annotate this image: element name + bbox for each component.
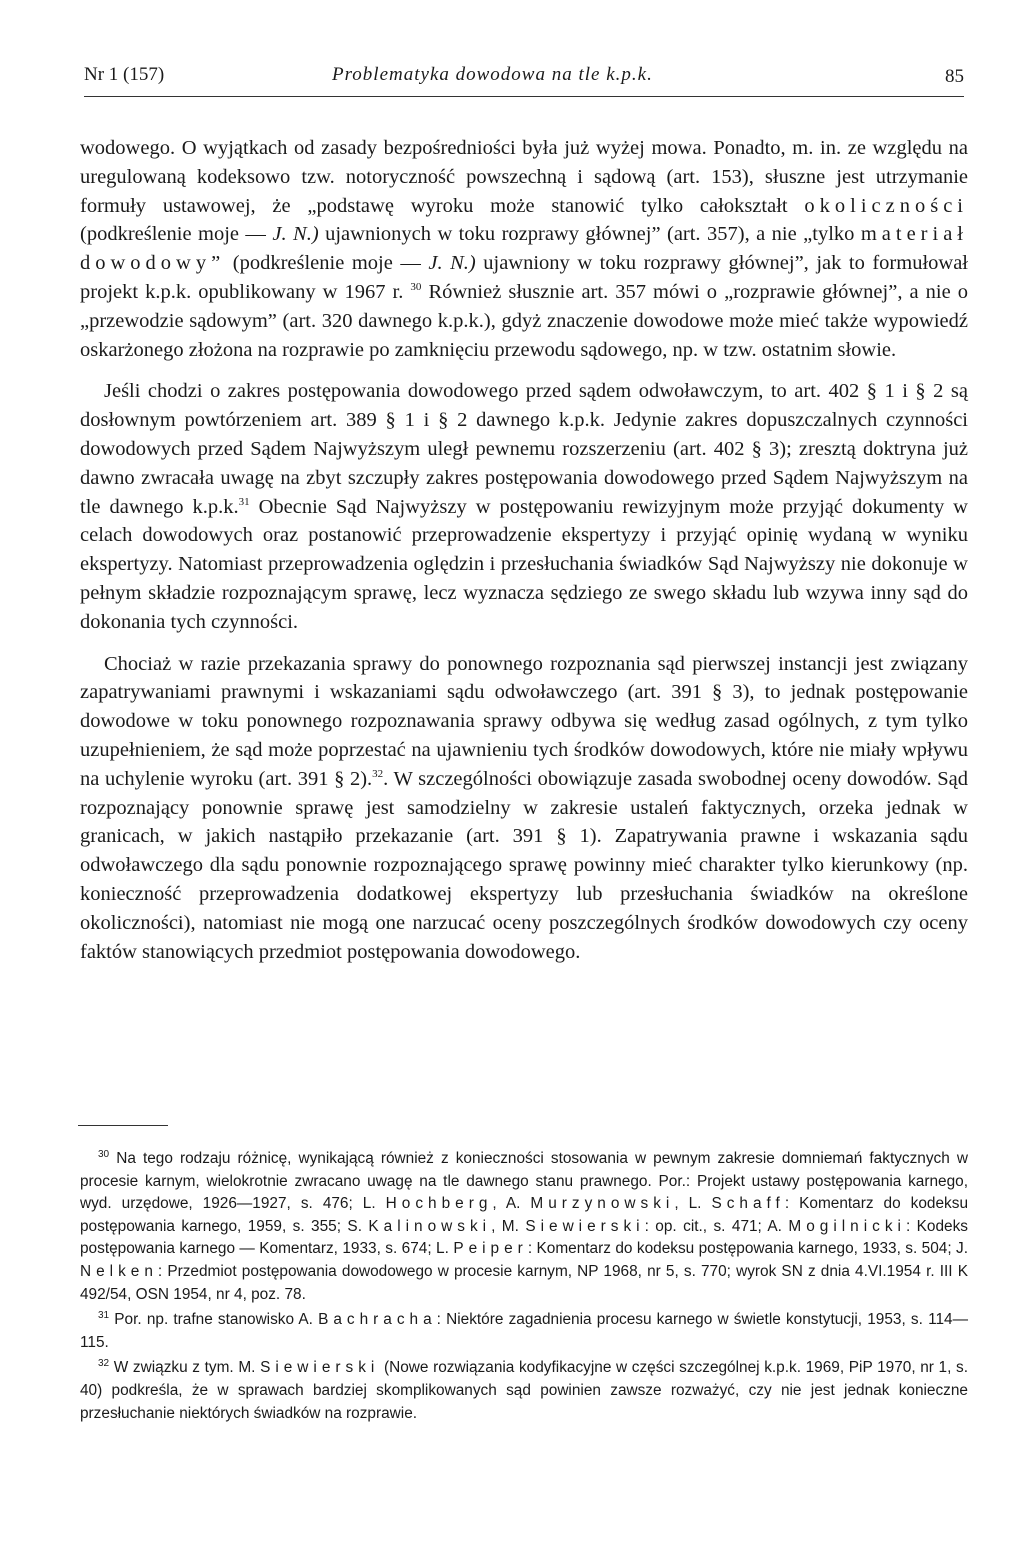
author-name: Nelken <box>80 1262 158 1280</box>
initials: J. N.) <box>428 252 476 275</box>
footnote-number: 32 <box>98 1358 110 1370</box>
footnote-ref-30[interactable]: 30 <box>410 281 422 294</box>
footnotes <box>80 1148 968 1425</box>
paragraph-1: wodowego. O wyjątkach od zasady bezpośredniości była już wyżej mowa. Ponadto, m. in. ze względu na uregulowaną kodeksowo tzw. notoryczność powszechną i sądową (art. 153), słuszne jest utrzymanie formuły ustawowej, że „podstawę wyroku może stanowić tylko całokształt okoliczności (podkreślenie moje — J. N.) ujawnionych w toku rozprawy głównej” (art. 357), a nie „tylko materiał dowodowy” (podkreślenie moje — J. N.) ujawniony w toku rozprawy głównej”, jak to formułował projekt k.p.k. opublikowany w 1967 r. $^{30}$ Również słusznie art. 357 mówi o „rozprawie głównej”, a nie o „przewodzie sądowym” (art. 320 dawnego k.p.k.), gdyż znaczenie dowodowe może mieć także wypowiedź oskarżonego złożona na rozprawie po zamknięciu przewodu sądowego, np. w tzw. ostatnim słowie. <box>80 137 968 361</box>
main-text <box>80 134 968 966</box>
footnote-ref-31[interactable]: 31 <box>238 495 250 508</box>
footnote-rule <box>78 1125 168 1126</box>
paragraph-3: Chociaż w razie przekazania sprawy do ponownego rozpoznania sąd pierwszej instancji jest związany zapatrywaniami prawnymi i wskazaniami sądu odwoławczego (art. 391 § 3), to jednak postępowanie dowodowe w toku ponownego rozpoznawania sprawy odbywa się według zasad ogólnych, z tym tylko uzupełnieniem, że sąd może poprzestać na ujawnieniu tych środków dowodowych, które nie miały wpływu na uchylenie wyroku (art. 391 § 2).$^{32}$. W szczególności obowiązuje zasada swobodnej oceny dowodów. Sąd rozpoznający ponownie sprawę jest samodzielny w zakresie ustaleń faktycznych, orzeka jednak w granicach, w jakich nastąpiło przekazanie (art. 391 § 1). Zapatrywania prawne i wskazania sądu odwoławczego dla sądu ponownie rozpoznającego sprawę powinny mieć charakter tylko kierunkowy (np. konieczność przeprowadzenia dodatkowej ekspertyzy lub przesłuchania świadków na określone okoliczności), natomiast nie mogą one narzucać oceny poszczególnych środków dowodowych czy oceny faktów stanowiących przedmiot postępowania dowodowego. <box>80 652 968 963</box>
spaced-emphasis: materiał dowodowy” <box>80 223 968 275</box>
author-name: Murzynowski <box>530 1195 675 1213</box>
author-name: Bachracha <box>318 1311 437 1329</box>
author-name: Siewierski <box>260 1359 380 1377</box>
footnote-number: 31 <box>98 1310 110 1322</box>
author-name: Hochberg <box>385 1195 493 1213</box>
footnote-30: $^{30}$ Na tego rodzaju różnicę, wynikającą również z konieczności stosowania w pewnym zakresie domniemań faktycznych w procesie karnym, wielokrotnie zwracano uwagę na tle dawnego stanu prawnego. Por.: Projekt ustawy postępowania karnego, wyd. urzędowe, 1926—1927, s. 476; L. Hochberg, A. Murzynowski, L. Schaff: Komentarz do kodeksu postępowania karnego, 1959, s. 355; S. Kalinowski, M. Siewierski: op. cit., s. 471; A. Mogilnicki: Kodeks postępowania karnego — Komentarz, 1933, s. 674; L. Peiper: Komentarz do kodeksu postępowania karnego, 1933, s. 504; J. Nelken: Przedmiot postępowania dowodowego w procesie karnym, NP 1968, nr 5, s. 770; wyrok SN z dnia 4.VI.1954 r. III K 492/54, OSN 1954, nr 4, poz. 78. <box>80 1148 969 1303</box>
issue-number: Nr 1 (157) <box>84 64 165 85</box>
footnote-31: $^{31}$ Por. np. trafne stanowisko A. Bachracha: Niektóre zagadnienia procesu karnego w świetle konstytucji, 1953, s. 114—115. <box>80 1310 968 1351</box>
author-name: Mogilnicki <box>788 1217 906 1235</box>
footnote-number: 30 <box>98 1148 110 1160</box>
header-rule <box>84 96 964 97</box>
running-title: Problematyka dowodowa na tle k.p.k. <box>332 64 653 85</box>
page-number: 85 <box>945 66 964 87</box>
author-name: Peiper <box>453 1240 528 1258</box>
footnote-32: $^{32}$ W związku z tym. M. Siewierski (Nowe rozwiązania kodyfikacyjne w części szczególnej k.p.k. 1969, PiP 1970, nr 1, s. 40) podkreśla, że w sprawach bardziej skomplikowanych sąd powinien zawsze rozważyć, czy nie jest jednak konieczne przesłuchanie niektórych świadków na rozprawie. <box>80 1358 968 1422</box>
author-name: Schaff <box>711 1195 785 1213</box>
running-header <box>84 64 964 94</box>
spaced-emphasis: okoliczności <box>804 194 968 217</box>
author-name: Siewierski <box>525 1217 645 1235</box>
author-name: Kalinowski <box>368 1217 492 1235</box>
paragraph-2: Jeśli chodzi o zakres postępowania dowodowego przed sądem odwoławczym, to art. 402 § 1 i § 2 są dosłownym powtórzeniem art. 389 § 1 i § 2 dawnego k.p.k. Jedynie zakres dopuszczalnych czynności dowodowych przed Sądem Najwyższym uległ pewnemu rozszerzeniu (art. 402 § 3); zresztą doktryna już dawno zwracała uwagę na zbyt szczupły zakres postępowania dowodowego przed Sądem Najwyższym na tle dawnego k.p.k.$^{31}$ Obecnie Sąd Najwyższy w postępowaniu rewizyjnym może przyjąć dokumenty w celach dowodowych oraz postanowić przeprowadzenie ekspertyzy i przyjąć opinię wydaną w wyniku ekspertyzy. Natomiast przeprowadzenia oględzin i przesłuchania świadków Sąd Najwyższy nie dokonuje w pełnym składzie rozpoznającym sprawę, lecz wyznacza sędziego ze swego składu lub wzywa inny sąd do dokonania tych czynności. <box>80 380 968 633</box>
initials: J. N.) <box>272 223 319 246</box>
footnote-ref-32[interactable]: 32 <box>372 767 384 780</box>
